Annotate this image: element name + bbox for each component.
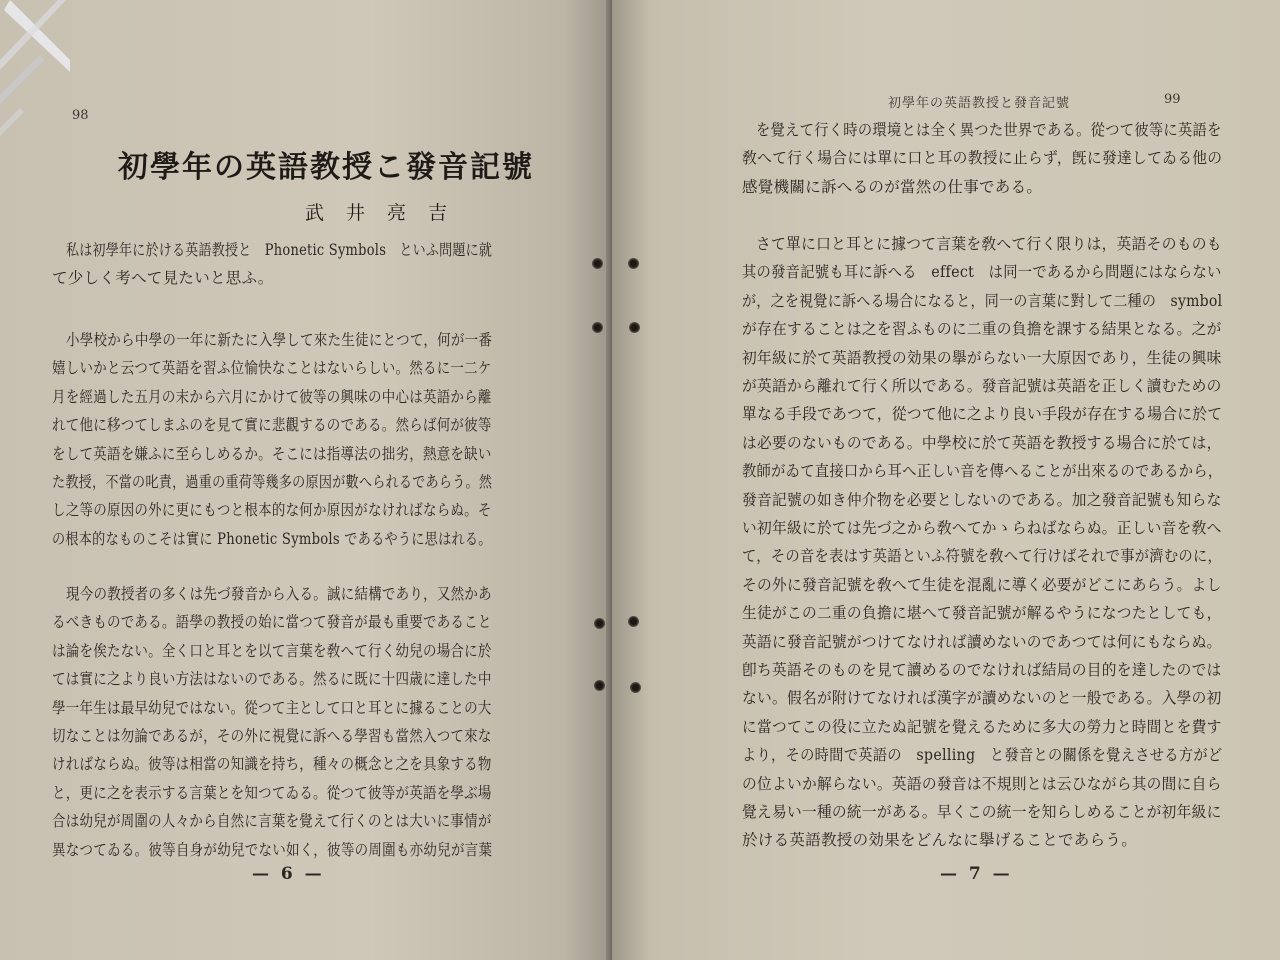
binding-hole bbox=[594, 618, 605, 629]
text-line: い初年級に於ては先づ之から敎へてかゝらねばならぬ。正しい音を敎へ bbox=[742, 519, 1222, 537]
text-line: を覺えて行く時の環境とは全く異つた世界である。從つて彼等に英語を bbox=[756, 121, 1222, 139]
binding-hole bbox=[629, 322, 640, 333]
text-line: れて他に移つてしまふのを見て實に悲觀するのである。然らば何が彼等 bbox=[52, 416, 492, 435]
text-line: 教師がゐて直接口から耳へ正しい音を傳へることが出來るのであるから， bbox=[742, 462, 1223, 481]
text-line: 其の發音記號も耳に訴へる effect は同一であるから問題にはならない bbox=[742, 263, 1222, 282]
running-head: 初學年の英語教授と發音記號 bbox=[888, 96, 1071, 111]
text-line: は論を俟たない。全く口と耳とを以て言葉を敎へて行く幼兒の場合に於 bbox=[52, 641, 492, 660]
text-line: 合は幼兒が周圍の人々から自然に言葉を覺えて行くのとは大いに事情が bbox=[52, 812, 492, 831]
text-line: 生徒がこの二重の負擔に堪へて發音記號が解るやうになつたとしても， bbox=[742, 604, 1222, 623]
text-line: 學一年生は最早幼兒ではない。從つて主として口と耳とに據ることの大 bbox=[52, 698, 492, 717]
binding-hole bbox=[628, 258, 639, 269]
binding-hole bbox=[592, 258, 603, 269]
binding-hole bbox=[628, 616, 639, 627]
page-folio-left: 98 bbox=[72, 108, 89, 123]
text-line: と，更に之を表示する言葉とを知つてゐる。從つて彼等が英語を學ぶ場 bbox=[52, 783, 492, 802]
text-line: て少しく考へて見たいと思ふ。 bbox=[52, 269, 274, 288]
text-line: 發音記號の如き仲介物を必要としないのである。加之發音記號も知らな bbox=[742, 490, 1222, 509]
text-line: 現今の教授者の多くは先づ發音から入る。誠に結構であり，又然かあ bbox=[66, 585, 492, 603]
binding-hole bbox=[592, 322, 603, 333]
text-line: た教授，不當の叱責，過重の重荷等幾多の原因が數へられるであらう。然 bbox=[52, 473, 493, 491]
right-page bbox=[612, 0, 1280, 960]
text-line: 小學校から中學の一年に新たに入學して來た生徒にとつて，何が一番 bbox=[66, 331, 493, 349]
text-line: は必要のないものである。中學校に於て英語を教授する場合に於ては， bbox=[742, 433, 1222, 452]
text-line: 英語に發音記號がつけてなければ讀めないのであつては何にもならぬ。 bbox=[742, 632, 1222, 651]
text-line: るべきものである。語學の教授の始に當つて發音が最も重要であること bbox=[52, 613, 492, 632]
text-line: の位よいか解らない。英語の發音は不規則とは云ひながら其の間に自ら bbox=[742, 774, 1222, 793]
page-number-left: — 6 — bbox=[252, 864, 325, 884]
text-line: が存在することは之を習ふものに二重の負擔を課する結果となる。之が bbox=[742, 320, 1222, 339]
text-line: し之等の原因の外に更にもつと根本的な何か原因がなければならぬ。そ bbox=[52, 501, 492, 520]
text-line: より，その時間で英語の spelling と發音との關係を覺えさせる方がど bbox=[742, 746, 1223, 765]
text-line: が英語から離れて行く所以である。發音記號は英語を正しく讀むための bbox=[742, 377, 1222, 395]
text-line: 卽ち英語そのものを見て讀めるのでなければ結局の目的を達したのでは bbox=[742, 661, 1222, 679]
text-line: 異なつてゐる。彼等自身が幼兒でない如く，彼等の周圍も亦幼兒が言葉 bbox=[52, 840, 493, 859]
text-line: の根本的なものこそは實に Phonetic Symbols であるやうに思はれる。 bbox=[52, 529, 492, 548]
left-page bbox=[0, 0, 612, 960]
text-line: その外に發音記號を敎へて生徒を混亂に導く必要がどこにあらう。よし bbox=[742, 575, 1222, 594]
text-line: 敎へて行く場合には單に口と耳の教授に止らず，旣に發達してゐる他の bbox=[742, 149, 1223, 168]
text-line: 覺え易い一種の統一がある。早くこの統一を知らしめることが初年級に bbox=[742, 803, 1222, 821]
text-line: 於ける英語教授の効果をどんなに擧げることであらう。 bbox=[742, 831, 1138, 850]
text-line: 月を經過した五月の末から六月にかけて彼等の興味の中心は英語から離 bbox=[52, 387, 492, 406]
text-line: ければならぬ。彼等は相當の知識を持ち，種々の概念と之を具象する物 bbox=[52, 755, 492, 774]
text-line: さて單に口と耳とに據つて言葉を敎へて行く限りは，英語そのものも bbox=[756, 235, 1222, 253]
text-line: が，之を視覺に訴へる場合になると，同一の言葉に對して二種の symbol bbox=[742, 291, 1223, 310]
text-line: 切なことは勿論であるが，その外に視覺に訴へる學習も當然入つて來な bbox=[52, 727, 492, 745]
text-line: をして英語を嫌ふに至らしめるか。そこには指導法の拙劣，熱意を缺い bbox=[52, 444, 492, 463]
article-title: 初學年の英語教授こ發音記號 bbox=[118, 150, 534, 185]
binding-hole bbox=[594, 680, 605, 691]
text-line: 單なる手段であつて，從つて他に之より良い手段が存在する場合に於て bbox=[742, 405, 1223, 424]
page-folio-right: 99 bbox=[1164, 92, 1181, 107]
paper-clip-icon bbox=[0, 0, 70, 140]
text-line: ない。假名が附けてなければ漢字が讀めないのと一般である。入學の初 bbox=[742, 689, 1222, 708]
text-line: ては實に之より良い方法はないのである。然るに既に十四歳に達した中 bbox=[52, 670, 492, 689]
binding-hole bbox=[630, 682, 641, 693]
page-number-right: — 7 — bbox=[940, 864, 1013, 884]
text-line: 初年級に於て英語教授の効果の擧がらない一大原因であり，生徒の興味 bbox=[742, 348, 1222, 367]
text-line: 私は初學年に於ける英語教授と Phonetic Symbols といふ問題に就 bbox=[66, 241, 493, 259]
text-line: に當つてこの役に立たぬ記號を覺えるために多大の勞力と時間とを費す bbox=[742, 717, 1222, 736]
text-line: 嬉しいかと云つて英語を習ふ位愉快なことはないらしい。然るに一二ケ bbox=[52, 359, 492, 378]
text-line: 感覺機關に訴へるのが當然の仕事である。 bbox=[742, 177, 1043, 196]
article-author: 武井亮吉 bbox=[305, 202, 470, 224]
text-line: て，その音を表はす英語といふ符號を敎へて行けばそれで事が濟むのに， bbox=[742, 547, 1223, 566]
